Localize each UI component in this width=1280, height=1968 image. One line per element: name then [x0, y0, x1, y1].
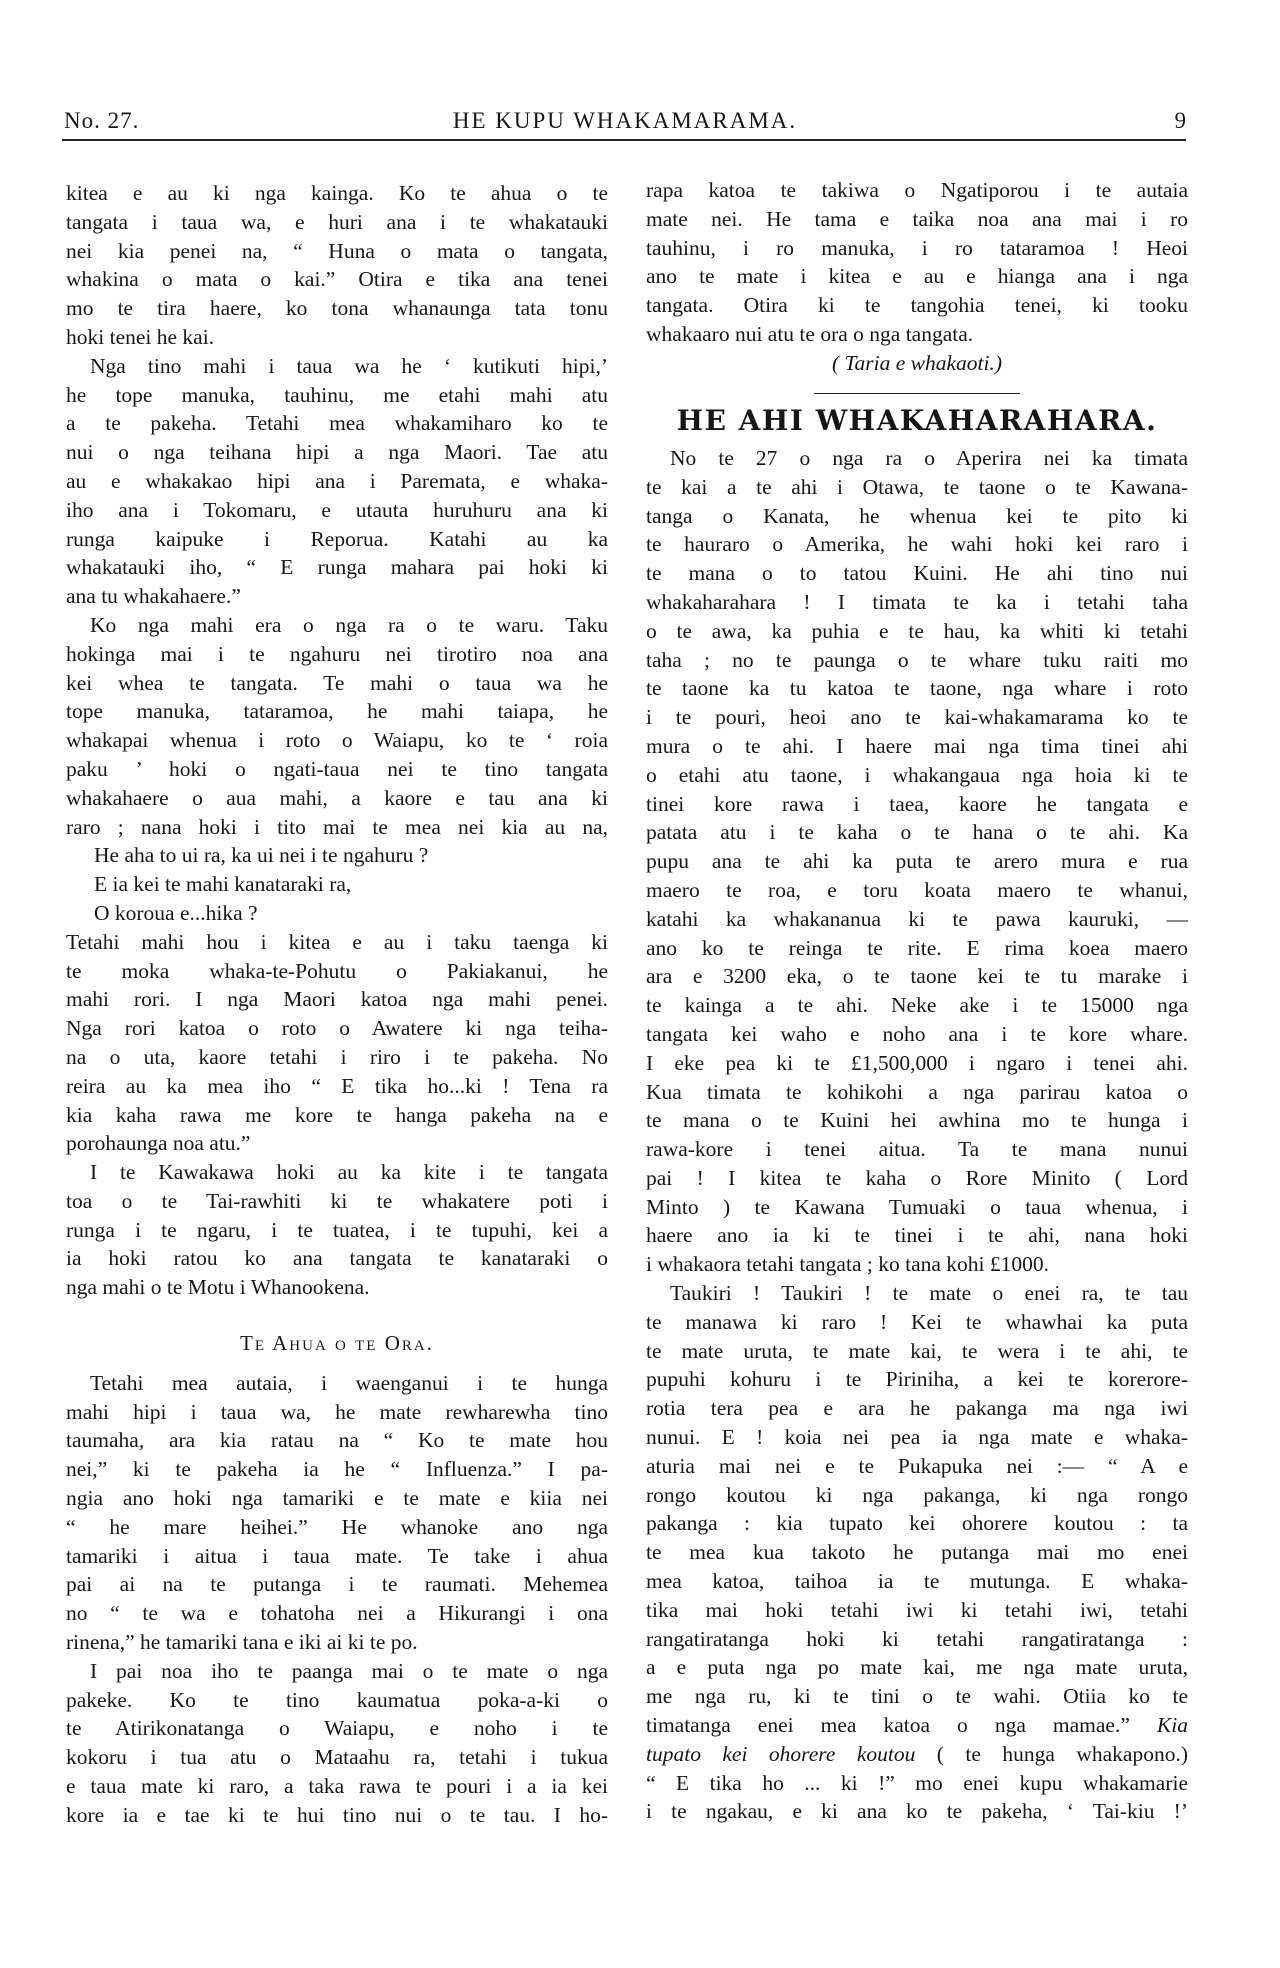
text-line: rangatiratanga hoki ki tetahi rangatiratanga :: [646, 1626, 1188, 1651]
text-line: te manawa ki raro ! Kei te whawhai ka puta: [646, 1309, 1188, 1334]
text-line: pupu ana te ahi ka puta te arero mura e rua: [646, 849, 1188, 874]
text-line: Minto ) te Kawana Tumuaki o taua whenua, i: [646, 1194, 1188, 1219]
text-line: pai ai na te putanga i te raumati. Mehemea: [66, 1572, 608, 1597]
paragraph: [66, 352, 608, 611]
text-line: tinei kore rawa i taea, kaore he tangata e: [646, 791, 1188, 816]
text-line: o etahi atu taone, i whakangaua nga hoia ki te: [646, 762, 1188, 787]
text-line: i te pouri, heoi ano te kai-whakamarama ko te: [646, 705, 1188, 730]
text-line: whakina o mata o kai.” Otira e tika ana tenei: [66, 267, 608, 292]
text-line: te kainga a te ahi. Neke ake i te 15000 nga: [646, 993, 1188, 1018]
text-line: nei kia penei na, “ Huna o mata o tangata,: [66, 238, 608, 263]
text-line: taumaha, ara kia ratau na “ Ko te mate hou: [66, 1428, 608, 1453]
text-line: te mate uruta, te mate kai, te wera i te ahi, te: [646, 1338, 1188, 1363]
text-line: nga mahi o te Motu i Whanookena.: [66, 1275, 370, 1300]
text-line: mo te tira haere, ko tona whanaunga tata tonu: [66, 296, 608, 321]
text-line: i te ngakau, e ki ana ko te pakeha, ‘ Tai-kiu !’: [646, 1799, 1188, 1824]
text-line: tangata kei waho e noho ana i te kore whare.: [646, 1021, 1188, 1046]
paragraph: [66, 1369, 608, 1657]
text-line: ana tu whakahaere.”: [66, 584, 241, 609]
text-line: tangata i taua wa, e huri ana i te whakatauki: [66, 209, 608, 234]
text-line: Taukiri ! Taukiri ! te mate o enei ra, te tau: [670, 1281, 1188, 1306]
text-line: te moka whaka-te-Pohutu o Pakiakanui, he: [66, 958, 608, 983]
text-line: Nga rori katoa o roto o Awatere ki nga teiha-: [66, 1016, 608, 1041]
text-line: pupuhi kohuru i te Piriniha, a kei te korerore-: [646, 1367, 1188, 1392]
section-divider: [814, 393, 1020, 394]
text-line: toa o te Tai-rawhiti ki te whakatere poti i: [66, 1188, 608, 1213]
text-line: I te Kawakawa hoki au ka kite i te tangata: [90, 1160, 608, 1185]
text-line: ano ko te reinga te rite. E rima koea maero: [646, 935, 1188, 960]
right-column: [646, 176, 1188, 1826]
text-line: “ E tika ho ... ki !” mo enei kupu whakamarie: [646, 1770, 1188, 1795]
text-line: mate nei. He tama e taika noa ana mai i ro: [646, 206, 1188, 231]
text-line: porohaunga noa atu.”: [66, 1131, 251, 1156]
text-line: me nga ru, ki te tini o te wahi. Otiia ko te: [646, 1684, 1188, 1709]
text-line: te hauraro o Amerika, he wahi hoki kei raro i: [646, 532, 1188, 557]
publication-title: HE KUPU WHAKAMARAMA.: [452, 108, 798, 133]
text-line: tanga o Kanata, he whenua kei te pito ki: [646, 503, 1188, 528]
text-line: taha ; no te paunga o te whare tuku raiti mo: [646, 647, 1188, 672]
text-line: rongo koutou ki nga pakanga, ki nga rongo: [646, 1482, 1188, 1507]
text-line: hoki tenei he kai.: [66, 324, 215, 349]
text-line: Nga tino mahi i taua wa he ‘ kutikuti hipi,’: [90, 353, 608, 378]
text-line: He aha to ui ra, ka ui nei i te ngahuru ?: [94, 843, 429, 868]
italic-text: tupato kei ohorere koutou: [646, 1741, 916, 1766]
text-line: tangata. Otira ki te tangohia tenei, ki tooku: [646, 293, 1188, 318]
paragraph: [66, 611, 608, 841]
text-line: whakahaere o aua mahi, a kaore e tau ana ki: [66, 785, 608, 810]
text-line: kia kaha rawa me kore te hanga pakeha na e: [66, 1102, 608, 1127]
text-line: mahi rori. I nga Maori katoa nga mahi penei.: [66, 987, 608, 1012]
text-line: rawa-kore i tenei aitua. Ta te mana nunui: [646, 1137, 1188, 1162]
article-heading-block: [646, 378, 1188, 444]
text-line: No te 27 o nga ra o Aperira nei ka timata: [670, 445, 1188, 470]
text-line: [646, 1711, 1188, 1740]
text-line: whakaharahara ! I timata te ka i tetahi taha: [646, 589, 1188, 614]
paragraph: [66, 928, 608, 1158]
text-line: mahi hipi i taua wa, he mate rewharewha tino: [66, 1399, 608, 1424]
article-heading: HE AHI WHAKAHARAHARA.: [676, 403, 1158, 437]
text-line: mura o te ahi. I haere mai nga tima tinei ahi: [646, 733, 1188, 758]
text-line: raro ; nana hoki i tito mai te mea nei kia au na,: [66, 814, 608, 839]
text-line: te taone ka tu katoa te taone, nga whare i roto: [646, 676, 1188, 701]
text-line: te mana o te Kuini hei awhina mo te hunga i: [646, 1108, 1188, 1133]
text-line: te Atirikonatanga o Waiapu, e noho i te: [66, 1716, 608, 1741]
paragraph: [646, 1279, 1188, 1826]
text-line: i whakaora tetahi tangata ; ko tana kohi £1000.: [646, 1252, 1049, 1277]
to-be-continued-note: ( Taria e whakaoti.): [831, 350, 1003, 375]
text-line: “ he mare heihei.” He whanoke ano nga: [66, 1514, 608, 1539]
text-line: nei,” ki te pakeha ia he “ Influenza.” I pa-: [66, 1457, 608, 1482]
text-span: timatanga enei mea katoa o nga mamae.”: [646, 1713, 1157, 1738]
paragraph: [66, 1657, 608, 1830]
text-line: iho ana i Tokomaru, e utauta huruhuru ana ki: [66, 497, 608, 522]
text-line: ano te mate i kitea e au e hianga ana i nga: [646, 264, 1188, 289]
text-line: maero te roa, e toru koata maero te whanui,: [646, 877, 1188, 902]
text-line: rotia tera pea e ara he pakanga ma nga iwi: [646, 1396, 1188, 1421]
verse: [66, 841, 608, 927]
text-line: haere ano ia ki te tinei i te ahi, nana hoki: [646, 1223, 1188, 1248]
paragraph: [646, 176, 1188, 349]
header-rule: [62, 139, 1186, 141]
text-line: tauhinu, i ro manuka, i ro tataramoa ! Heoi: [646, 235, 1188, 260]
text-line: pakeke. Ko te tino kaumatua poka-a-ki o: [66, 1687, 608, 1712]
text-line: tika mai hoki tetahi iwi ki tetahi iwi, tetahi: [646, 1597, 1188, 1622]
text-line: pai ! I kitea te kaha o Rore Minito ( Lord: [646, 1165, 1188, 1190]
text-line: patata atu i te kaha o te hana o te ahi. Ka: [646, 820, 1188, 845]
text-line: whakaaro nui atu te ora o nga tangata.: [646, 321, 974, 346]
text-line: no “ te wa e tohatoha nei a Hikurangi i ona: [66, 1601, 608, 1626]
text-line: tamariki i aitua i taua mate. Te take i ahua: [66, 1543, 608, 1568]
text-line: e taua mate ki raro, a taka rawa te pouri i a ia kei: [66, 1774, 608, 1799]
text-line: rapa katoa te takiwa o Ngatiporou i te autaia: [646, 178, 1188, 202]
text-line: kokoru i tua atu o Mataahu ra, tetahi i tukua: [66, 1745, 608, 1770]
section-heading: Te Ahua o te Ora.: [240, 1331, 434, 1356]
text-line: ia hoki ratou ko ana tangata te kanataraki o: [66, 1246, 608, 1271]
text-line: hokinga mai i te ngahuru nei tirotiro noa ana: [66, 641, 608, 666]
text-line: paku ’ hoki o ngati-taua nei te tino tangata: [66, 756, 608, 781]
text-line: ara e 3200 eka, o te taone kei te tu marake i: [646, 964, 1188, 989]
text-line: na o uta, kaore tetahi i riro i te pakeha. No: [66, 1044, 608, 1069]
text-line: Kua timata te kohikohi a nga parirau katoa o: [646, 1079, 1188, 1104]
text-line: runga kaipuke i Reporua. Katahi au ka: [66, 526, 608, 551]
text-line: pakanga : kia tupato kei ohorere koutou : ta: [646, 1511, 1188, 1536]
page-number: 9: [1174, 108, 1186, 133]
italic-text: Kia: [1156, 1713, 1188, 1738]
text-line: reira au ka mea iho “ E tika ho...ki ! Tena ra: [66, 1073, 608, 1098]
text-line: mea katoa, taihoa ia te mutunga. E whaka-: [646, 1569, 1188, 1594]
text-line: E ia kei te mahi kanataraki ra,: [94, 872, 352, 897]
text-line: au e whakakao hipi ana i Paremata, e whaka-: [66, 468, 608, 493]
left-column: [66, 179, 608, 1830]
text-line: te mea kua takoto he putanga mai mo enei: [646, 1540, 1188, 1565]
text-line: nui o nga teihana hipi a nga Maori. Tae atu: [66, 440, 608, 465]
text-line: Tetahi mahi hou i kitea e au i taku taenga ki: [66, 929, 608, 954]
text-line: rinena,” he tamariki tana e iki ai ki te po.: [66, 1630, 418, 1655]
text-line: te mana o to tatou Kuini. He ahi tino nui: [646, 561, 1188, 586]
text-line: I eke pea ki te £1,500,000 i ngaro i tenei ahi.: [646, 1050, 1188, 1075]
text-line: whakatauki iho, “ E runga mahara pai hoki ki: [66, 555, 608, 580]
text-line: [646, 1740, 1188, 1769]
text-span: ( te hunga whakapono.): [915, 1741, 1188, 1766]
issue-number: No. 27.: [64, 108, 140, 133]
text-line: kitea e au ki nga kainga. Ko te ahua o te: [66, 181, 608, 205]
text-line: aturia mai nei e te Pukapuka nei :— “ A e: [646, 1453, 1188, 1478]
paragraph: [66, 1158, 608, 1302]
text-line: a e puta nga po mate kai, me nga mate uruta,: [646, 1655, 1188, 1680]
text-line: Tetahi mea autaia, i waenganui i te hunga: [90, 1370, 608, 1395]
paragraph: [646, 444, 1188, 1279]
text-line: o te awa, ka puhia e te hau, ka whiti ki tetahi: [646, 618, 1188, 643]
text-line: he tope manuka, tauhinu, me etahi mahi atu: [66, 382, 608, 407]
text-line: kei whea te tangata. Te mahi o taua wa he: [66, 670, 608, 695]
text-line: O koroua e...hika ?: [94, 900, 258, 925]
text-line: ngia ano hoki nga tamariki e te mate e kiia nei: [66, 1486, 608, 1511]
text-line: katahi ka whakananua ki te pawa kauruki, —: [646, 906, 1188, 931]
paragraph: [66, 179, 608, 352]
text-line: runga i te ngaru, i te tuatea, i te tupuhi, kei a: [66, 1217, 608, 1242]
text-line: te kai a te ahi i Otawa, te taone o te Kawana-: [646, 474, 1188, 499]
text-line: Ko nga mahi era o nga ra o te waru. Taku: [90, 612, 608, 637]
text-line: tope manuka, tataramoa, he mahi taiapa, he: [66, 699, 608, 724]
text-line: a te pakeha. Tetahi mea whakamiharo ko te: [66, 411, 608, 436]
text-line: kore ia e tae ki te hui tino nui o te tau. I ho-: [66, 1802, 608, 1827]
text-line: whakapai whenua i roto o Waiapu, ko te ‘ roia: [66, 728, 608, 753]
text-line: nunui. E ! koia nei pea ia nga mate e whaka-: [646, 1425, 1188, 1450]
text-line: I pai noa iho te paanga mai o te mate o nga: [90, 1658, 608, 1683]
